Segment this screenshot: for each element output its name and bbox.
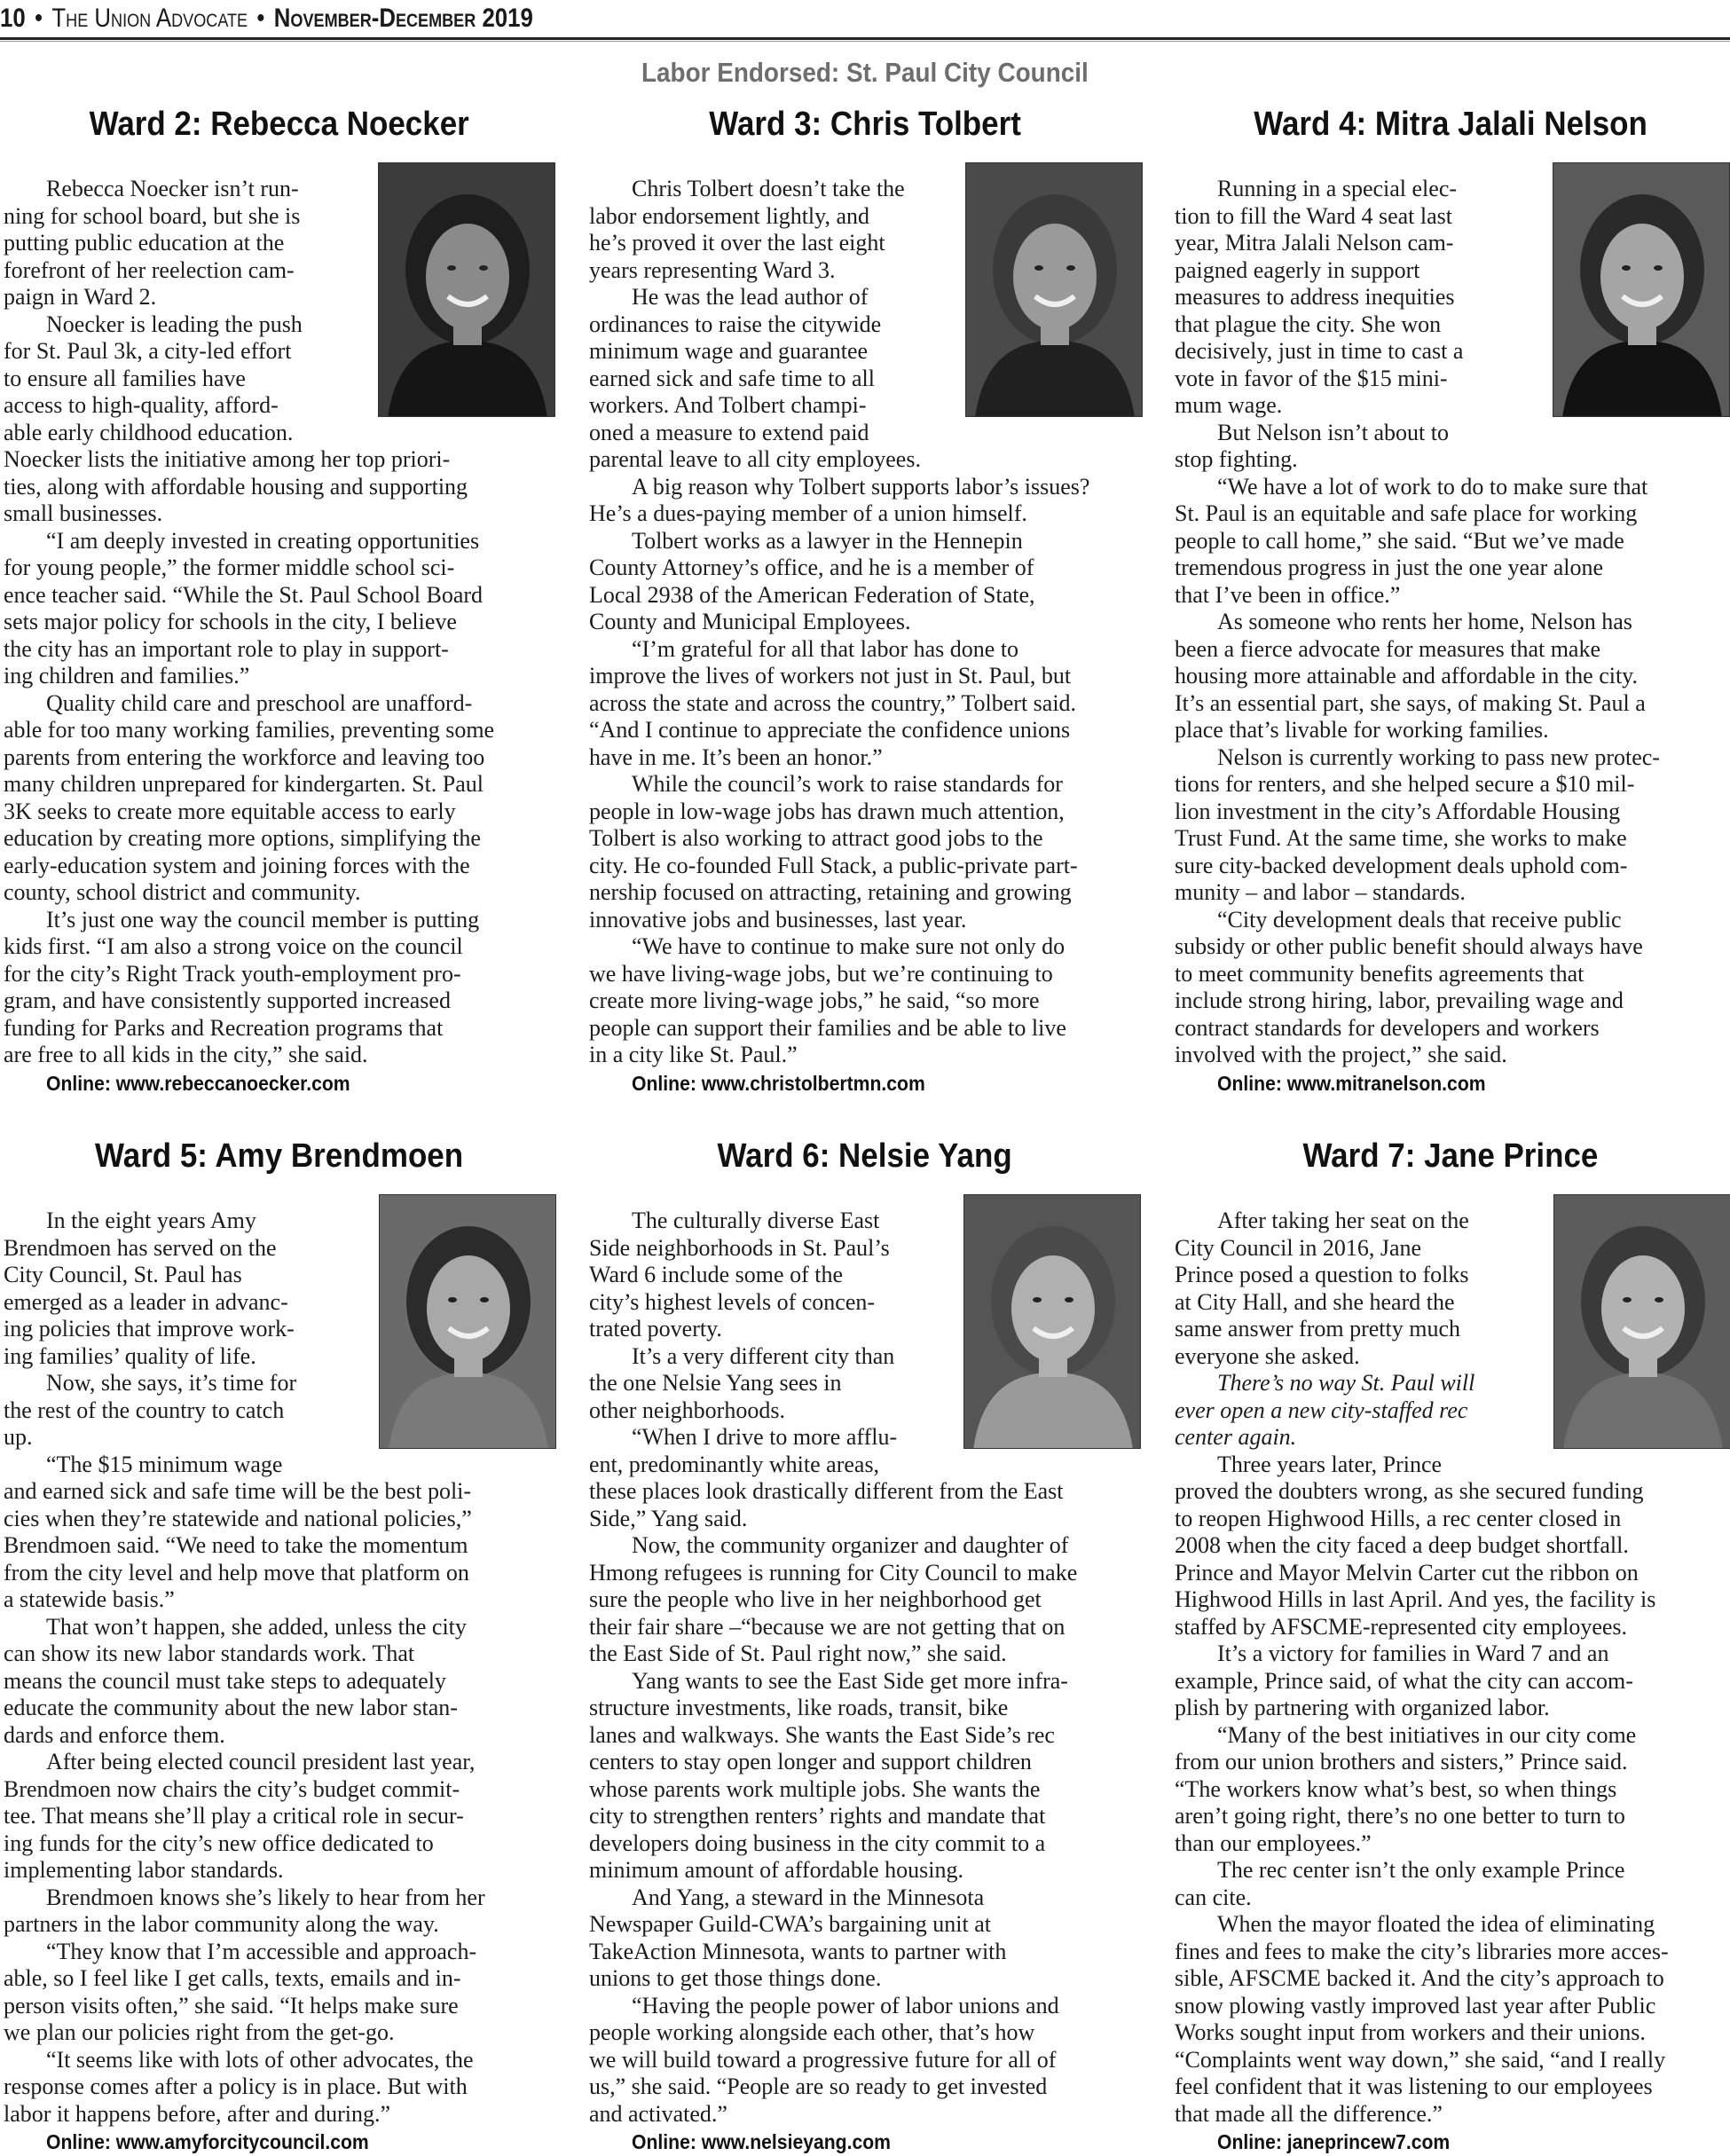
article-line: paign in Ward 2. xyxy=(4,284,157,310)
article-line: “And I continue to appreciate the confidence unions xyxy=(589,717,1071,743)
article-line: we will build toward a progressive future for all of xyxy=(589,2046,1057,2073)
article-line: people working alongside each other, that’s how xyxy=(589,2019,1035,2045)
article-line: dards and enforce them. xyxy=(4,1721,225,1748)
article-line: cies when they’re statewide and national policies,” xyxy=(4,1505,472,1531)
article-line: tremendous progress in just the one year alone xyxy=(1175,555,1604,580)
article-line: are free to all kids in the city,” she said. xyxy=(4,1042,368,1067)
article-line: parental leave to all city employees. xyxy=(589,446,921,472)
article-line: kids first. “I am also a strong voice on the council xyxy=(4,933,463,959)
article-line: able for too many working families, preventing some xyxy=(4,717,495,743)
article-line: tion to fill the Ward 4 seat last xyxy=(1175,202,1452,229)
article-line: It’s an essential part, she says, of making St. Paul a xyxy=(1175,689,1646,716)
article-line: can cite. xyxy=(1175,1884,1252,1910)
ward-heading-text: Ward 3: Chris Tolbert xyxy=(709,106,1021,143)
article-line: other neighborhoods. xyxy=(589,1397,785,1423)
article-line: staffed by AFSCME-represented city employees. xyxy=(1175,1613,1628,1640)
article-line: than our employees.” xyxy=(1175,1829,1372,1856)
article-line: ence teacher said. “While the St. Paul School Board xyxy=(4,581,484,608)
article-line: earned sick and safe time to all xyxy=(589,365,875,391)
section-kicker xyxy=(586,55,1144,90)
article-line: TakeAction Minnesota, wants to partner with xyxy=(589,1938,1007,1964)
article-line: A big reason why Tolbert supports labor’s issues? xyxy=(632,473,1090,500)
candidate-website xyxy=(4,1069,494,1097)
article-line: city’s highest levels of concen- xyxy=(589,1288,876,1315)
article-line: sure the people who live in her neighborhood get xyxy=(589,1586,1042,1612)
article-line: emerged as a leader in advanc- xyxy=(4,1288,288,1315)
article-line: “We have to continue to make sure not only do xyxy=(632,933,1066,959)
article-line: in a city like St. Paul.” xyxy=(589,1042,798,1067)
article-line: feel confident that it was listening to our employees xyxy=(1175,2073,1653,2099)
masthead xyxy=(0,2,533,37)
article-body xyxy=(1175,1208,1669,2155)
article-line: Brendmoen said. “We need to take the momentum xyxy=(4,1532,468,1558)
article-line: labor it happens before, after and during.” xyxy=(4,2100,391,2127)
article-line: people can support their families and be able to live xyxy=(589,1014,1066,1041)
article-line: The culturally diverse East xyxy=(632,1208,880,1233)
article-line: ties, along with affordable housing and supporting xyxy=(4,473,468,500)
article-line: City Council, St. Paul has xyxy=(4,1262,242,1287)
article-line: center again. xyxy=(1175,1424,1297,1450)
article-line: proved the doubters wrong, as she secured funding xyxy=(1175,1478,1644,1504)
article-line: unions to get those things done. xyxy=(589,1965,882,1991)
article-line: Brendmoen now chairs the city’s budget commit- xyxy=(4,1775,460,1802)
article-line: measures to address inequities xyxy=(1175,284,1455,310)
article-line: able early childhood education. xyxy=(4,419,294,445)
article-line: from the city level and help move that platform on xyxy=(4,1559,469,1586)
candidate-website-link[interactable]: Online: www.christolbertmn.com xyxy=(632,1071,925,1095)
ward-heading-text: Ward 5: Amy Brendmoen xyxy=(95,1137,464,1175)
article-line: we have living-wage jobs, but we’re continuing to xyxy=(589,960,1053,987)
article-line: ing children and families.” xyxy=(4,663,250,689)
article-line: fines and fees to make the city’s libraries more acces- xyxy=(1175,1938,1669,1964)
article-line: that I’ve been in office.” xyxy=(1175,581,1401,608)
article-line: parents from entering the workforce and leaving too xyxy=(4,744,485,770)
article-line: It’s a very different city than xyxy=(632,1342,895,1369)
article-line: implementing labor standards. xyxy=(4,1857,284,1883)
article-line: 2008 when the city faced a deep budget shortfall. xyxy=(1175,1532,1629,1558)
article-line: “I am deeply invested in creating opportunities xyxy=(46,527,480,554)
article-line: Prince and Mayor Melvin Carter cut the ribbon on xyxy=(1175,1559,1639,1586)
article-line: same answer from pretty much xyxy=(1175,1316,1461,1342)
article-line: include strong hiring, labor, prevailing wage and xyxy=(1175,988,1624,1013)
article-body xyxy=(589,176,1089,1096)
article-line: The rec center isn’t the only example Prince xyxy=(1217,1857,1625,1883)
issue-date: November-December 2019 xyxy=(273,4,533,33)
article-line: been a fierce advocate for measures that make xyxy=(1175,635,1601,662)
article-line: that plague the city. She won xyxy=(1175,311,1442,337)
article-line: involved with the project,” she said. xyxy=(1175,1042,1507,1067)
article-line: It’s just one way the council member is putting xyxy=(46,906,480,932)
article-line: Prince posed a question to folks xyxy=(1175,1262,1469,1287)
article-line: people in low-wage jobs has drawn much attention, xyxy=(589,798,1065,824)
article-line: access to high-quality, afford- xyxy=(4,392,279,418)
candidate-website xyxy=(589,1069,1089,1097)
article-line: Trust Fund. At the same time, she works to make xyxy=(1175,825,1627,851)
article-line: plish by partnering with organized labor. xyxy=(1175,1695,1550,1720)
article-line: have in me. It’s been an honor.” xyxy=(589,744,883,770)
candidate-website-link[interactable]: Online: www.rebeccanoecker.com xyxy=(46,1071,350,1095)
article-body xyxy=(589,1208,1077,2155)
article-line: across the state and across the country,” Tolbert said. xyxy=(589,689,1077,716)
article-line: ing funds for the city’s new office dedicated to xyxy=(4,1829,434,1856)
article-line: Brendmoen knows she’s likely to hear from her xyxy=(46,1884,485,1910)
article-line: educate the community about the new labor stan- xyxy=(4,1695,458,1720)
article-line: Running in a special elec- xyxy=(1217,176,1458,201)
article-line: Chris Tolbert doesn’t take the xyxy=(632,176,905,201)
article-line: There’s no way St. Paul will xyxy=(1217,1370,1475,1396)
article-line: that made all the difference.” xyxy=(1175,2100,1443,2127)
article-line: the one Nelsie Yang sees in xyxy=(589,1370,842,1396)
page-number: 10 xyxy=(0,4,26,33)
article-line: “When I drive to more afflu- xyxy=(632,1424,898,1450)
article-line: sets major policy for schools in the city, I believe xyxy=(4,609,457,634)
article-line: workers. And Tolbert champi- xyxy=(589,392,867,418)
article-line: Tolbert works as a lawyer in the Hennepin xyxy=(632,527,1023,554)
article-line: But Nelson isn’t about to xyxy=(1217,419,1449,445)
article-line: vote in favor of the $15 mini- xyxy=(1175,365,1448,391)
article-line: funding for Parks and Recreation programs that xyxy=(4,1014,444,1041)
article-line: As someone who rents her home, Nelson has xyxy=(1217,609,1632,634)
article-line: able, so I feel like I get calls, texts, emails and in- xyxy=(4,1965,461,1991)
article-line: After being elected council president last year, xyxy=(46,1749,476,1774)
ward-heading-text: Ward 6: Nelsie Yang xyxy=(717,1137,1013,1175)
article-line: many children unprepared for kindergarten. St. Paul xyxy=(4,771,484,797)
ward-heading xyxy=(586,104,1144,145)
article-line: lion investment in the city’s Affordable Housing xyxy=(1175,798,1621,824)
article-line: ing families’ quality of life. xyxy=(4,1342,256,1369)
article-line: structure investments, like roads, transit, bike xyxy=(589,1695,1009,1720)
article-line: Noecker lists the initiative among her top priori- xyxy=(4,446,451,472)
article-line: ning for school board, but she is xyxy=(4,202,301,229)
candidate-website xyxy=(4,2128,485,2155)
article-line: “We have a lot of work to do to make sure that xyxy=(1217,473,1648,500)
article-line: ing policies that improve work- xyxy=(4,1316,295,1342)
article-line: for the city’s Right Track youth-employment pro- xyxy=(4,960,461,987)
article-line: improve the lives of workers not just in St. Paul, but xyxy=(589,663,1072,689)
article-line: example, Prince said, of what the city can accom- xyxy=(1175,1667,1633,1694)
header-rule xyxy=(0,37,1730,40)
article-line: ent, predominantly white areas, xyxy=(589,1451,880,1477)
article-line: mum wage. xyxy=(1175,392,1283,418)
article-line: “City development deals that receive public xyxy=(1217,906,1622,932)
article-line: Three years later, Prince xyxy=(1217,1451,1443,1477)
article-line: can show its new labor standards work. That xyxy=(4,1641,415,1666)
article-line: education by creating more options, simplifying the xyxy=(4,825,481,851)
article-line: centers to stay open longer and support children xyxy=(589,1749,1032,1774)
article-line: Local 2938 of the American Federation of State, xyxy=(589,581,1035,608)
article-body xyxy=(1175,176,1660,1096)
article-line: means the council must take steps to adequately xyxy=(4,1667,446,1694)
article-line: and activated.” xyxy=(589,2100,727,2127)
article-line: everyone she asked. xyxy=(1175,1342,1360,1369)
article-line: year, Mitra Jalali Nelson cam- xyxy=(1175,230,1454,256)
candidate-website-link[interactable]: Online: janeprincew7.com xyxy=(1217,2130,1451,2153)
article-line: city. He co-founded Full Stack, a public-private part- xyxy=(589,852,1078,878)
article-line: Tolbert is also working to attract good jobs to the xyxy=(589,825,1043,851)
article-line: for young people,” the former middle school sci- xyxy=(4,555,455,580)
article-line: he’s proved it over the last eight xyxy=(589,230,885,256)
separator-dot: • xyxy=(256,4,265,33)
article-line: “Complaints went way down,” she said, “and I really xyxy=(1175,2046,1666,2073)
article-line: nership focused on attracting, retaining and growing xyxy=(589,879,1072,905)
article-line: oned a measure to extend paid xyxy=(589,419,869,445)
ward-heading-text: Ward 2: Rebecca Noecker xyxy=(89,106,470,143)
article-line: minimum wage and guarantee xyxy=(589,338,869,364)
article-line: housing more attainable and affordable in the city. xyxy=(1175,663,1638,689)
article-line: innovative jobs and businesses, last year. xyxy=(589,906,967,932)
article-line: “I’m grateful for all that labor has done to xyxy=(632,635,1019,662)
article-line: create more living-wage jobs,” he said, “so more xyxy=(589,988,1040,1013)
article-line: partners in the labor community along the way. xyxy=(4,1911,439,1937)
candidate-website-link[interactable]: Online: www.amyforcitycouncil.com xyxy=(46,2130,369,2153)
article-line: the city has an important role to play in support- xyxy=(4,635,449,662)
article-line: He’s a dues-paying member of a union himself. xyxy=(589,500,1027,526)
article-line: In the eight years Amy xyxy=(46,1208,256,1233)
article-line: up. xyxy=(4,1424,33,1450)
article-line: sible, AFSCME backed it. And the city’s approach to xyxy=(1175,1965,1664,1991)
article-line: us,” she said. “People are so ready to get invested xyxy=(589,2073,1048,2099)
article-line: these places look drastically different from the East xyxy=(589,1478,1064,1504)
article-line: City Council in 2016, Jane xyxy=(1175,1234,1422,1261)
article-line: When the mayor floated the idea of eliminating xyxy=(1217,1911,1655,1937)
article-line: Ward 6 include some of the xyxy=(589,1262,843,1287)
ward-heading xyxy=(1171,1136,1730,1176)
article-line: we plan our policies right from the get-go. xyxy=(4,2019,395,2045)
article-line: tee. That means she’ll play a critical role in secur- xyxy=(4,1803,464,1829)
article-line: Highwood Hills in last April. And yes, the facility is xyxy=(1175,1586,1656,1612)
article-line: putting public education at the xyxy=(4,230,285,256)
article-line: “Having the people power of labor unions and xyxy=(632,1992,1059,2018)
article-line: labor endorsement lightly, and xyxy=(589,202,870,229)
article-line: place that’s livable for working families. xyxy=(1175,717,1549,743)
article-line: It’s a victory for families in Ward 7 and an xyxy=(1217,1641,1609,1666)
article-line: Side neighborhoods in St. Paul’s xyxy=(589,1234,890,1261)
article-line: contract standards for developers and workers xyxy=(1175,1014,1600,1041)
article-line: the rest of the country to catch xyxy=(4,1397,285,1423)
article-line: Now, she says, it’s time for xyxy=(46,1370,297,1396)
article-line: Yang wants to see the East Side get more infra- xyxy=(632,1667,1068,1694)
article-line: County Attorney’s office, and he is a member of xyxy=(589,555,1034,580)
article-line: “It seems like with lots of other advocates, the xyxy=(46,2046,474,2073)
article-body xyxy=(4,1208,485,2155)
article-line: city to strengthen renters’ rights and mandate that xyxy=(589,1803,1046,1829)
candidate-website xyxy=(1175,2128,1669,2155)
article-line: county, school district and community. xyxy=(4,879,361,905)
article-line: St. Paul is an equitable and safe place for working xyxy=(1175,500,1638,526)
article-line: years representing Ward 3. xyxy=(589,256,836,283)
article-line: “Many of the best initiatives in our city come xyxy=(1217,1721,1637,1748)
ward-heading xyxy=(1171,104,1730,145)
article-line: Noecker is leading the push xyxy=(46,311,303,337)
ward-heading xyxy=(0,104,559,145)
article-line: And Yang, a steward in the Minnesota xyxy=(632,1884,985,1910)
article-line: response comes after a policy is in place. But with xyxy=(4,2073,468,2099)
article-line: Quality child care and preschool are unafford- xyxy=(46,689,473,716)
article-line: aren’t going right, there’s no one better to turn to xyxy=(1175,1803,1625,1829)
header-rule-thin xyxy=(0,41,1730,42)
article-line: forefront of her reelection cam- xyxy=(4,256,295,283)
article-line: subsidy or other public benefit should always have xyxy=(1175,933,1643,959)
article-line: the East Side of St. Paul right now,” she said. xyxy=(589,1641,1007,1666)
ward-heading xyxy=(0,1136,559,1176)
article-line: tions for renters, and she helped secure a $10 mil- xyxy=(1175,771,1635,797)
article-line: Works sought input from workers and their unions. xyxy=(1175,2019,1646,2045)
article-line: person visits often,” she said. “It helps make sure xyxy=(4,1992,459,2018)
article-line: Newspaper Guild-CWA’s bargaining unit at xyxy=(589,1911,991,1937)
article-line: Rebecca Noecker isn’t run- xyxy=(46,176,299,201)
article-line: After taking her seat on the xyxy=(1217,1208,1469,1233)
article-line: County and Municipal Employees. xyxy=(589,609,911,634)
article-line: people to call home,” she said. “But we’ve made xyxy=(1175,527,1624,554)
article-line: While the council’s work to raise standards for xyxy=(632,771,1063,797)
article-line: a statewide basis.” xyxy=(4,1586,175,1612)
candidate-website xyxy=(1175,1069,1660,1097)
article-line: “They know that I’m accessible and approach- xyxy=(46,1938,477,1964)
article-line: for St. Paul 3k, a city-led effort xyxy=(4,338,292,364)
article-line: munity – and labor – standards. xyxy=(1175,879,1466,905)
article-line: “The workers know what’s best, so when things xyxy=(1175,1775,1617,1802)
article-line: That won’t happen, she added, unless the city xyxy=(46,1613,467,1640)
article-line: and earned sick and safe time will be the best poli- xyxy=(4,1478,472,1504)
article-line: developers doing business in the city commit to a xyxy=(589,1829,1046,1856)
article-line: Side,” Yang said. xyxy=(589,1505,748,1531)
article-line: Brendmoen has served on the xyxy=(4,1234,277,1261)
separator-dot: • xyxy=(35,4,43,33)
article-line: He was the lead author of xyxy=(632,284,869,310)
article-line: from our union brothers and sisters,” Prince said. xyxy=(1175,1749,1628,1774)
article-line: to ensure all families have xyxy=(4,365,246,391)
article-line: decisively, just in time to cast a xyxy=(1175,338,1464,364)
article-line: ordinances to raise the citywide xyxy=(589,311,882,337)
article-line: “The $15 minimum wage xyxy=(46,1451,283,1477)
ward-heading xyxy=(586,1136,1144,1176)
article-line: small businesses. xyxy=(4,500,163,526)
article-line: trated poverty. xyxy=(589,1316,722,1342)
article-line: 3K seeks to create more equitable access to early xyxy=(4,798,456,824)
section-kicker-text: Labor Endorsed: St. Paul City Council xyxy=(641,57,1089,88)
article-body xyxy=(4,176,494,1096)
ward-heading-text: Ward 4: Mitra Jalali Nelson xyxy=(1254,106,1647,143)
article-line: minimum amount of affordable housing. xyxy=(589,1857,963,1883)
article-line: whose parents work multiple jobs. She wants the xyxy=(589,1775,1041,1802)
ward-heading-text: Ward 7: Jane Prince xyxy=(1302,1137,1599,1175)
article-line: ever open a new city-staffed rec xyxy=(1175,1397,1468,1423)
candidate-website-link[interactable]: Online: www.nelsieyang.com xyxy=(632,2130,891,2153)
article-line: early-education system and joining forces with the xyxy=(4,852,470,878)
article-line: sure city-backed development deals uphold com- xyxy=(1175,852,1628,878)
article-line: paigned eagerly in support xyxy=(1175,256,1420,283)
article-line: to reopen Highwood Hills, a rec center closed in xyxy=(1175,1505,1622,1531)
article-line: at City Hall, and she heard the xyxy=(1175,1288,1455,1315)
article-line: snow plowing vastly improved last year after Public xyxy=(1175,1992,1656,2018)
article-line: lanes and walkways. She wants the East Side’s rec xyxy=(589,1721,1055,1748)
article-line: Hmong refugees is running for City Council to make xyxy=(589,1559,1078,1586)
candidate-website-link[interactable]: Online: www.mitranelson.com xyxy=(1217,1071,1486,1095)
article-line: their fair share –“because we are not getting that on xyxy=(589,1613,1066,1640)
publication-name: The Union Advocate xyxy=(51,4,248,33)
article-line: to meet community benefits agreements that xyxy=(1175,960,1585,987)
article-line: gram, and have consistently supported increased xyxy=(4,988,451,1013)
article-line: stop fighting. xyxy=(1175,446,1298,472)
article-line: Nelson is currently working to pass new protec- xyxy=(1217,744,1660,770)
candidate-website xyxy=(589,2128,1077,2155)
article-line: Now, the community organizer and daughter of xyxy=(632,1532,1069,1558)
